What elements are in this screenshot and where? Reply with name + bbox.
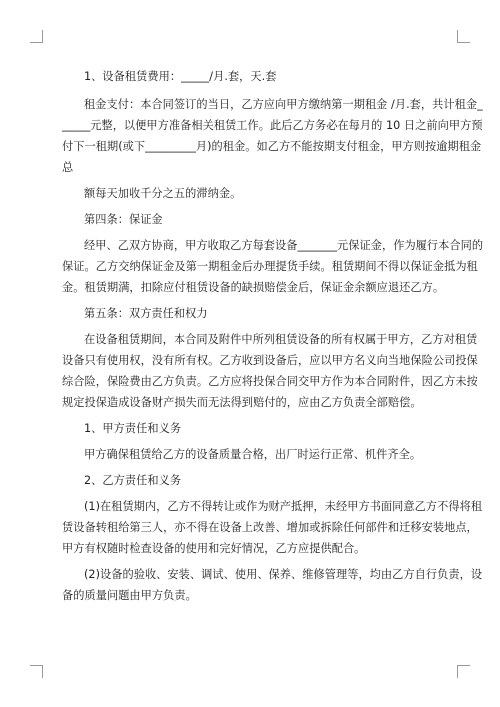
crop-mark-top-right — [457, 30, 470, 43]
paragraph-deposit-line-3: 金。租赁期满，扣除应付租赁设备的缺损赔偿金后，保证金余额应退还乙方。 — [62, 281, 445, 294]
paragraph-rent-payment-line-1: 租金支付：本合同签订的当日，乙方应向甲方缴纳第一期租金 /月.套，共计租金_ — [84, 98, 483, 111]
paragraph-clause-1-line-2: 赁设备转租给第三人，亦不得在设备上改善、增加或拆除任何部件和迁移安装地点， — [62, 521, 478, 534]
crop-mark-bottom-left — [30, 665, 43, 678]
paragraph-clause-2-line-2: 备的质量问题由甲方负责。 — [62, 589, 197, 602]
paragraph-party-a-duties: 甲方确保租赁给乙方的设备质量合格，出厂时运行正常、机件齐全。 — [84, 448, 422, 461]
paragraph-clause-2-line-1: (2)设备的验收、安装、调试、使用、保养、维修管理等，均由乙方自行负责，设 — [84, 568, 483, 581]
paragraph-ownership-line-1: 在设备租赁期间，本合同及附件中所列租赁设备的所有权属于甲方，乙方对租赁 — [84, 333, 478, 346]
paragraph-deposit-line-1: 经甲、乙双方协商，甲方收取乙方每套设备_______元保证金，作为履行本合同的 — [84, 239, 484, 252]
party-b-duties-heading: 2、乙方责任和义务 — [84, 474, 182, 487]
paragraph-clause-1-line-3: 甲方有权随时检查设备的使用和完好情况，乙方应提供配合。 — [62, 542, 366, 555]
paragraph-ownership-line-3: 综合险，保险费由乙方负责。乙方应将投保合同交甲方作为本合同附件，因乙方未按 — [62, 375, 478, 388]
party-a-duties-heading: 1、甲方责任和义务 — [84, 422, 182, 435]
paragraph-clause-1-line-1: (1)在租赁期内，乙方不得转让或作为财产抵押，未经甲方书面同意乙方不得将租 — [84, 500, 483, 513]
document-body — [62, 66, 484, 606]
paragraph-ownership-line-2: 设备只有使用权，没有所有权。乙方收到设备后，应以甲方名义向当地保险公司投保 — [62, 354, 478, 367]
paragraph-rent-payment-line-3: 付下一租期(或下_________月)的租金。如乙方不能按期支付租金，甲方则按逾期租金 — [62, 140, 482, 153]
paragraph-late-fee: 额每天加收千分之五的滞纳金。 — [84, 187, 242, 200]
paragraph-deposit-line-2: 保证。乙方交纳保证金及第一期租金后办理提货手续。租赁期间不得以保证金抵为租 — [62, 260, 478, 273]
paragraph-ownership-line-4: 规定投保造成设备财产损失而无法得到赔付的，应由乙方负责全部赔偿。 — [62, 396, 422, 409]
crop-mark-bottom-right — [457, 665, 470, 678]
paragraph-rent-payment-line-4: 总 — [62, 161, 74, 174]
section-heading-equipment-fee: 1、设备租赁费用：_____/月.套，天.套 — [84, 70, 277, 83]
paragraph-rent-payment-line-2: _____元整，以便甲方准备相关租赁工作。此后乙方务必在每月的 10 日之前向甲方预 — [62, 119, 483, 132]
article-four-heading: 第四条：保证金 — [84, 213, 163, 226]
crop-mark-top-left — [30, 30, 43, 43]
article-five-heading: 第五条：双方责任和权力 — [84, 307, 208, 320]
